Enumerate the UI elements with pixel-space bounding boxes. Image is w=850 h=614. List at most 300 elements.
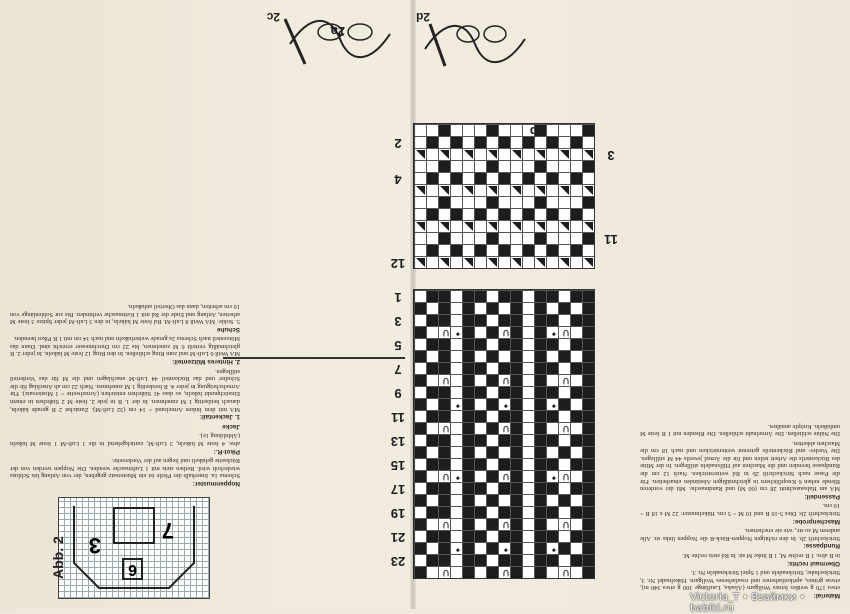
chart-cell [570,338,582,350]
chart-cell [582,208,594,220]
chart-cell [438,542,450,554]
chart-cell [426,302,438,314]
chart-cell [462,232,474,244]
chart-cell [510,398,522,410]
chart-cell [462,244,474,256]
chart-cell [438,422,450,434]
chart-cell [558,136,570,148]
chart-cell [426,362,438,374]
chart-cell [426,458,438,470]
chart-cell [558,124,570,136]
chart-cell [582,314,594,326]
chart-cell [498,326,510,338]
chart-cell [534,362,546,374]
chart-cell [558,196,570,208]
chart-cell [522,398,534,410]
chart-cell [426,160,438,172]
chart-cell [558,220,570,232]
chart-cell [426,136,438,148]
chart-cell [498,160,510,172]
chart-cell [546,124,558,136]
chart-cell [546,458,558,470]
page-fold [410,0,416,609]
chart-cell [486,326,498,338]
chart-cell [510,494,522,506]
chart-cell [582,446,594,458]
chart-cell [474,338,486,350]
chart-cell [546,148,558,160]
schema-number-3: 3 [88,533,101,558]
illustration-label-2d: 2d [415,10,430,24]
chart-cell [546,256,558,268]
chart-cell [426,566,438,578]
chart-cell [582,458,594,470]
chart-cell [462,220,474,232]
chart-cell [558,232,570,244]
paragraph-sohle: 5. Sohle: MA Weiß 8 Luft-M. Rd feste M häkeln, in den 3 Luft-M jeder Spitze 3 feste M arbeiten, Anfang und Ende der Rd mit 1 Kettmasche verbinden. Bis zur Sohlenlänge von 10 cm arbeiten, dann das Oberteil anhäkeln. [10,302,240,326]
chart-cell [462,124,474,136]
chart-cell [570,530,582,542]
chart-cell [522,208,534,220]
chart-cell [462,410,474,422]
chart-cell [474,482,486,494]
chart-cell [462,386,474,398]
chart-cell [582,434,594,446]
chart-cell [498,362,510,374]
chart-cell [462,494,474,506]
chart-cell [546,446,558,458]
chart-cell [534,302,546,314]
chart-cell [474,422,486,434]
chart-cell [558,314,570,326]
chart-cell [426,518,438,530]
chart-cell [570,554,582,566]
chart-cell [522,196,534,208]
chart-cell [486,374,498,386]
chart-cell [582,362,594,374]
chart-cell [558,542,570,554]
chart-cell [546,326,558,338]
chart-cell [570,350,582,362]
chart-cell [546,374,558,386]
chart-cell [462,160,474,172]
chart-cell [534,470,546,482]
chart-cell [534,338,546,350]
chart-cell [510,208,522,220]
chart-cell [426,290,438,302]
chart-cell [546,422,558,434]
chart-cell [570,184,582,196]
chart-cell [534,494,546,506]
chart-cell [510,338,522,350]
chart-cell [546,232,558,244]
chart-cell [522,446,534,458]
chart-cell [570,422,582,434]
chart-cell [582,482,594,494]
chart-cell [462,374,474,386]
chart-cell [558,458,570,470]
chart-cell [570,124,582,136]
chart-cell [558,398,570,410]
chart-cell [558,470,570,482]
chart-cell [486,494,498,506]
chart-cell [474,196,486,208]
chart-cell [534,458,546,470]
chart-cell [510,326,522,338]
chart-cell [438,374,450,386]
chart-cell [558,566,570,578]
chart-cell [450,398,462,410]
chart-cell [498,232,510,244]
chart-cell [486,220,498,232]
chart-label-2b: 2b [529,124,545,139]
chart-cell [474,220,486,232]
chart-cell [582,244,594,256]
chart-cell [522,244,534,256]
chart-cell [582,410,594,422]
chart-cell [510,566,522,578]
chart-cell [438,256,450,268]
chart-cell [510,386,522,398]
chart-cell [462,148,474,160]
chart-cell [438,410,450,422]
chart-cell [474,446,486,458]
chart-cell [498,506,510,518]
chart-cell [462,422,474,434]
chart-cell [486,422,498,434]
heading-rundpasse: Rundpasse: [803,542,840,550]
chart-cell [510,374,522,386]
chart-cell [426,374,438,386]
chart-cell [522,434,534,446]
paragraph-material: etwa 170 g weißes feines Wollgarn (Alaska, Lauflänge 100 g etwa 340 m), etwas grünes, aprikotfarbenes und rosafarbenes Wollgarn. Häkelnadel Nr. 3, Strickschuhe, Stricknadeln und 1 Spiel Stricknadeln Nr. 3. [640,569,840,592]
chart-cell [474,470,486,482]
chart-cell [486,244,498,256]
chart-cell [474,374,486,386]
chart-cell [534,232,546,244]
chart-cell [426,326,438,338]
schema-number-7: 7 [161,518,174,543]
chart-cell [534,566,546,578]
chart-cell [450,124,462,136]
chart-cell [522,506,534,518]
chart-cell [498,124,510,136]
chart-cell [438,196,450,208]
chart-cell [450,196,462,208]
crochet-chart-2a [223,357,405,359]
chart-cell [486,446,498,458]
chart-cell [474,530,486,542]
chart-cell [438,184,450,196]
chart-cell [486,350,498,362]
chart-cell [522,148,534,160]
chart-cell [462,434,474,446]
chart-cell [546,172,558,184]
chart-cell [522,470,534,482]
chart-cell [558,494,570,506]
chart-cell [498,566,510,578]
chart-cell [438,350,450,362]
chart-cell [522,494,534,506]
chart-cell [582,530,594,542]
chart-cell [570,446,582,458]
chart-cell [510,124,522,136]
chart-cell [498,422,510,434]
heading-passendeil: Passendeil: [804,492,840,500]
chart-cell [462,362,474,374]
chart-cell [426,506,438,518]
chart-cell [510,506,522,518]
crochet-chart-2a-display [413,289,595,579]
chart-cell [486,566,498,578]
chart-cell [462,208,474,220]
chart-cell [438,208,450,220]
chart-cell [510,434,522,446]
chart-cell [534,172,546,184]
paragraph-obermaul: in R abw. 1 R rechte M, 1 R linke M str. In Rd stets rechte M. [682,552,840,560]
chart-cell [426,554,438,566]
chart-cell [486,160,498,172]
chart-cell [450,172,462,184]
chart-cell [426,386,438,398]
chart-cell [426,256,438,268]
chart-cell [522,458,534,470]
chart-cell [474,518,486,530]
chart-cell [522,326,534,338]
chart-cell [438,148,450,160]
chart-cell [450,244,462,256]
chart-row-number: 12 [390,256,406,271]
chart-cell [462,136,474,148]
heading-maschenprobe: Maschenprobe: [792,517,840,525]
chart-cell [426,220,438,232]
chart-cell [486,398,498,410]
chart-cell [426,410,438,422]
chart-cell [438,290,450,302]
chart-cell [486,542,498,554]
chart-cell [558,422,570,434]
chart-cell [426,482,438,494]
chart-cell [474,244,486,256]
chart-cell [486,338,498,350]
chart-cell [510,196,522,208]
chart-cell [426,542,438,554]
chart-cell [462,314,474,326]
chart-cell [450,458,462,470]
chart-cell [438,566,450,578]
chart-cell [570,256,582,268]
chart-cell [474,184,486,196]
chart-cell [534,374,546,386]
paragraph-passendeil: MA am Halsausschnitt 28 cm (60 M) und Randmasche. Mit der vorderen Blende nehen 6 Knopflöchern in gleichmäßigen Abständen einarbeiten. Für die Passe nach Strickschrift 2b in Rd weiterstricken. Nach 12 cm die Rundpasse beenden und die Maschen auf Hilfsnadeln stilllegen. In der Mitte des Rückenteils die Arbeit teilen und für die Ärmel jeweils 44 M stilllegen. Die Vorder- und Rückenteile getrennt weiterstricken und nach 18 cm die Maschen abketten. [640,439,840,493]
chart-cell [510,518,522,530]
chart-cell [582,422,594,434]
chart-cell [450,290,462,302]
chart-cell [438,326,450,338]
chart-cell [582,506,594,518]
chart-cell [426,172,438,184]
chart-cell [546,434,558,446]
chart-cell [570,374,582,386]
chart-cell [498,208,510,220]
chart-cell [474,350,486,362]
chart-cell [450,184,462,196]
chart-cell [582,124,594,136]
chart-cell [426,338,438,350]
chart-cell [570,160,582,172]
chart-cell [510,350,522,362]
chart-cell [522,410,534,422]
chart-cell [570,314,582,326]
chart-cell [582,256,594,268]
chart-cell [474,554,486,566]
chart-cell [474,542,486,554]
heading-jackenteil: 1. Jackentail: [199,413,240,421]
chart-cell [486,124,498,136]
chart-cell [450,350,462,362]
chart-cell [570,542,582,554]
chart-cell [582,398,594,410]
chart-cell [474,398,486,410]
chart-cell [546,244,558,256]
chart-cell [438,314,450,326]
chart-cell [546,160,558,172]
chart-cell [570,434,582,446]
chart-cell [462,458,474,470]
chart-cell [570,172,582,184]
chart-cell [570,566,582,578]
chart-cell [426,314,438,326]
chart-cell [462,338,474,350]
heading-obermaul: Obermaul rechts: [787,559,840,567]
chart-row-number: 7 [394,362,402,377]
chart-cell [486,482,498,494]
chart-cell [426,434,438,446]
chart-cell [498,398,510,410]
chart-cell [558,554,570,566]
chart-cell [450,434,462,446]
chart-cell [558,256,570,268]
chart-cell [474,148,486,160]
chart-cell [546,350,558,362]
chart-row-number: 23 [390,554,406,569]
chart-cell [474,410,486,422]
chart-cell [462,518,474,530]
chart-cell [558,208,570,220]
chart-cell [438,124,450,136]
chart-cell [498,302,510,314]
chart-cell [450,302,462,314]
chart-cell [462,184,474,196]
chart-row-number: 15 [390,458,406,473]
chart-cell [462,506,474,518]
paragraph-jackenteil: MA mit dem linken Armelrand = 14 cm (32 Luft-M). Zunächst 2 R gerade häkeln, danach beidseitig 1 M zunehmen. In der 1. R in jede 2. feste M 2 Stäbchen in einem Einstichpunkt häkeln, so dass 41 Stäbchen entstehen (Armelweite = 1 Mustersatz). Für Armelschrägung in jeder 4. R beidseitig 1 M zunehmen. Nach 22 cm ab Anschlag für die Schulter und das Rückenteil 44 Luft-M anschlagen und die M für das Vorderteil stilllegen. [10,367,240,413]
chart-cell [426,470,438,482]
chart-cell [558,362,570,374]
chart-cell [534,184,546,196]
stitch-illustration-2d [420,4,530,74]
chart-cell [582,554,594,566]
chart-row-number: 17 [390,482,406,497]
chart-cell [498,374,510,386]
chart-cell [474,256,486,268]
chart-cell [426,530,438,542]
chart-cell [474,386,486,398]
chart-cell [450,148,462,160]
chart-cell [522,338,534,350]
chart-cell [450,362,462,374]
chart-cell [474,172,486,184]
chart-cell [546,220,558,232]
chart-cell [474,302,486,314]
chart-cell [534,326,546,338]
chart-cell [546,196,558,208]
chart-cell [582,494,594,506]
chart-cell [426,124,438,136]
chart-cell [498,244,510,256]
chart-cell [582,338,594,350]
chart-cell [546,386,558,398]
chart-cell [558,244,570,256]
chart-cell [438,398,450,410]
illustration-label-2c: 2c [266,10,280,24]
chart-row-number: 3 [607,148,615,163]
paragraph-noppenmuster: Schema 1a. Innerhalb der Pfeile ist ein Mustersatz gegeben, der von Anfang bis Schluss wiederholt wird. Reihen stets mit 1 Luftmasche wenden. Die Noppen werden von der Rückseite gehäkelt und liegen auf der Vorderseite. [10,457,240,480]
chart-cell [522,290,534,302]
heading-jacke: Jacke [222,422,240,430]
figure-label: Abb. 2 [50,536,66,579]
chart-cell [570,208,582,220]
chart-cell [438,362,450,374]
chart-cell [426,350,438,362]
chart-cell [498,290,510,302]
chart-row-number: 9 [394,386,402,401]
chart-cell [450,506,462,518]
heading-pikot: Pikot-R.: [213,447,240,455]
chart-cell [486,470,498,482]
chart-cell [474,314,486,326]
chart-row-number: 4 [394,172,402,187]
chart-cell [534,530,546,542]
chart-row-number: 1 [394,290,402,305]
chart-row-number: 11 [391,410,405,425]
chart-cell [474,290,486,302]
chart-cell [522,184,534,196]
chart-cell [582,160,594,172]
chart-cell [546,290,558,302]
chart-cell [474,494,486,506]
chart-cell [570,290,582,302]
chart-cell [522,220,534,232]
chart-cell [486,518,498,530]
chart-cell [450,374,462,386]
chart-cell [510,422,522,434]
chart-cell [450,314,462,326]
chart-cell [534,554,546,566]
chart-cell [546,566,558,578]
chart-cell [510,220,522,232]
chart-cell [510,290,522,302]
chart-cell [486,314,498,326]
chart-cell [522,172,534,184]
chart-cell [510,554,522,566]
chart-cell [462,196,474,208]
chart-cell [438,554,450,566]
chart-cell [570,458,582,470]
chart-cell [438,160,450,172]
chart-cell [522,542,534,554]
chart-cell [426,446,438,458]
